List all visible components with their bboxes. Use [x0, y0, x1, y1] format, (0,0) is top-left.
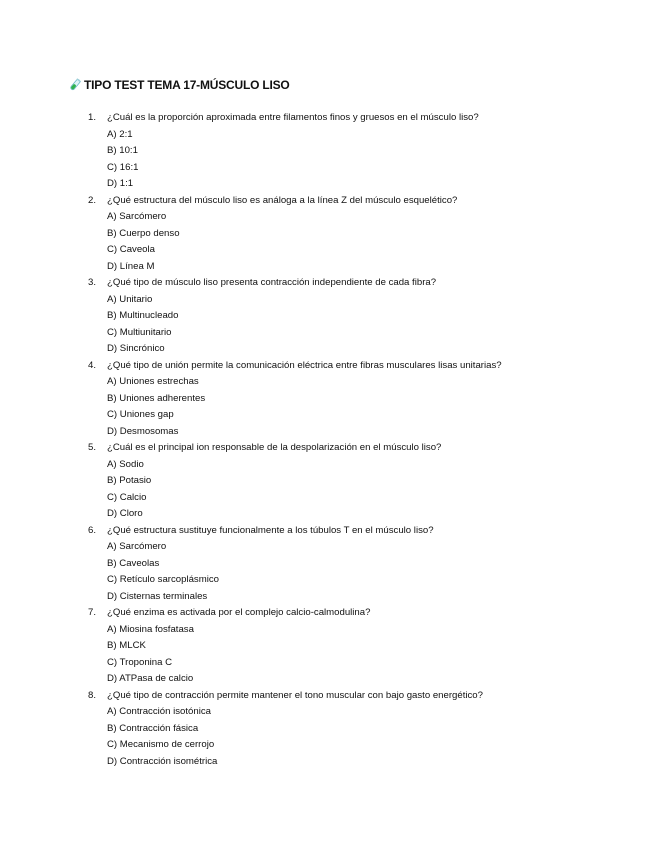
answer-option: C) Retículo sarcoplásmico	[107, 574, 219, 585]
question-text: ¿Qué tipo de unión permite la comunicación eléctrica entre fibras musculares lisas unitarias?	[107, 359, 502, 371]
question-1	[0, 110, 655, 193]
answer-option: B) Multinucleado	[107, 310, 179, 321]
answer-option: D) Contracción isométrica	[107, 755, 218, 767]
answer-option: A) Unitario	[107, 293, 153, 305]
question-number: 1.	[88, 112, 97, 123]
question-2	[0, 193, 655, 276]
question-text: ¿Qué tipo de músculo liso presenta contracción independiente de cada fibra?	[107, 277, 437, 288]
page-title-text: TIPO TEST TEMA 17-MÚSCULO LISO	[84, 78, 290, 92]
answer-option: A) Sodio	[107, 458, 144, 470]
question-text: ¿Cuál es el principal ion responsable de la despolarización en el músculo liso?	[107, 442, 442, 453]
answer-option: D) Cloro	[107, 508, 143, 519]
quiz-list	[0, 110, 655, 770]
question-7	[0, 605, 655, 688]
answer-option: D) Sincrónico	[107, 343, 165, 354]
answer-option: A) Contracción isotónica	[107, 706, 211, 717]
question-text: ¿Qué estructura del músculo liso es análoga a la línea Z del músculo esquelético?	[107, 194, 458, 206]
answer-option: A) Sarcómero	[107, 541, 167, 552]
answer-option: D) 1:1	[107, 178, 134, 189]
test-tube-icon	[68, 78, 82, 92]
answer-option: C) Mecanismo de cerrojo	[107, 739, 215, 750]
answer-option: A) Miosina fosfatasa	[107, 623, 194, 635]
question-number: 5.	[88, 442, 97, 453]
answer-option: B) Potasio	[107, 475, 152, 486]
answer-option: B) Caveolas	[107, 557, 160, 569]
answer-option: C) Troponina C	[107, 656, 173, 668]
answer-option: D) Desmosomas	[107, 425, 179, 437]
answer-option: B) Cuerpo denso	[107, 227, 180, 239]
question-number: 2.	[88, 194, 97, 206]
answer-option: C) Caveola	[107, 244, 155, 255]
question-text: ¿Qué tipo de contracción permite mantener el tono muscular con bajo gasto energético?	[107, 689, 483, 701]
question-number: 3.	[88, 277, 97, 288]
question-3	[0, 275, 655, 358]
answer-option: C) 16:1	[107, 161, 139, 173]
answer-option: A) Sarcómero	[107, 211, 167, 222]
question-text: ¿Qué estructura sustituye funcionalmente a los túbulos T en el músculo liso?	[107, 524, 434, 536]
answer-option: C) Calcio	[107, 491, 147, 503]
question-6	[0, 523, 655, 606]
question-number: 8.	[88, 689, 97, 701]
answer-option: B) Contracción fásica	[107, 722, 199, 734]
question-text: ¿Cuál es la proporción aproximada entre filamentos finos y gruesos en el músculo liso?	[107, 112, 479, 123]
answer-option: D) ATPasa de calcio	[107, 673, 194, 684]
answer-option: B) MLCK	[107, 640, 146, 651]
answer-option: C) Uniones gap	[107, 409, 174, 420]
question-number: 4.	[88, 359, 97, 371]
answer-option: D) Cisternas terminales	[107, 590, 208, 602]
question-4	[0, 358, 655, 441]
question-8	[0, 688, 655, 771]
question-number: 6.	[88, 524, 97, 536]
answer-option: B) 10:1	[107, 145, 138, 156]
page-title	[68, 76, 290, 94]
answer-option: D) Línea M	[107, 260, 155, 272]
answer-option: B) Uniones adherentes	[107, 392, 206, 404]
question-text: ¿Qué enzima es activada por el complejo calcio-calmodulina?	[107, 607, 371, 618]
answer-option: C) Multiunitario	[107, 326, 172, 338]
question-5	[0, 440, 655, 523]
answer-option: A) Uniones estrechas	[107, 376, 199, 387]
answer-option: A) 2:1	[107, 128, 133, 140]
question-number: 7.	[88, 607, 97, 618]
